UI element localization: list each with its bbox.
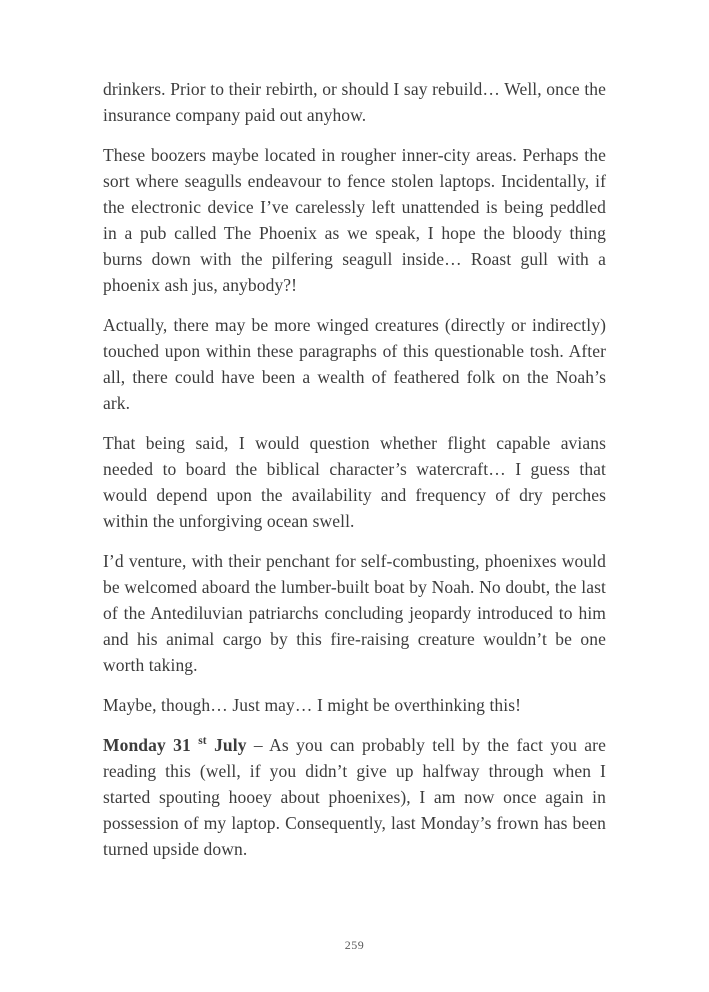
page-footer — [0, 936, 709, 954]
paragraph-continuation: drinkers. Prior to their rebirth, or should I say rebuild… Well, once the insurance company paid out anyhow. — [103, 79, 606, 125]
diary-entry-date: Monday 31 — [103, 735, 191, 755]
paragraph-boozers: These boozers maybe located in rougher inner-city areas. Perhaps the sort where seagulls endeavour to fence stolen laptops. Incidentally, if the electronic device I’ve carelessly left unattended is being peddled in a pub called The Phoenix as we speak, I hope the bloody thing burns down with the pilfering seagull inside… Roast gull with a phoenix ash jus, anybody?! — [103, 145, 606, 295]
paragraph-winged-creatures: Actually, there may be more winged creatures (directly or indirectly) touched upon within these paragraphs of this questionable tosh. After all, there could have been a wealth of feathered folk on the Noah’s ark. — [103, 315, 606, 413]
diary-entry-text: – As you can probably tell by the fact you are reading this (well, if you didn’t give up halfway through when I started spouting hooey about phoenixes), I am now once again in possession of my laptop. Consequently, last Monday’s frown has been turned upside down. — [103, 735, 606, 859]
paragraph-phoenix-ark: I’d venture, with their penchant for self-combusting, phoenixes would be welcomed aboard the lumber-built boat by Noah. No doubt, the last of the Antediluvian patriarchs concluding jeopardy introduced to him and his animal cargo by this fire-raising creature wouldn’t be one worth taking. — [103, 551, 606, 675]
diary-entry-ordinal: st — [198, 735, 207, 748]
page-content — [103, 76, 606, 862]
paragraph-flight-capable: That being said, I would question whether flight capable avians needed to board the biblical character’s watercraft… I guess that would depend upon the availability and frequency of dry perches within the unforgiving ocean swell. — [103, 433, 606, 531]
paragraph-overthinking: Maybe, though… Just may… I might be overthinking this! — [103, 695, 522, 715]
page-number: 259 — [344, 938, 365, 952]
diary-entry-month: July — [214, 735, 247, 755]
paragraph-diary-entry — [103, 732, 606, 862]
